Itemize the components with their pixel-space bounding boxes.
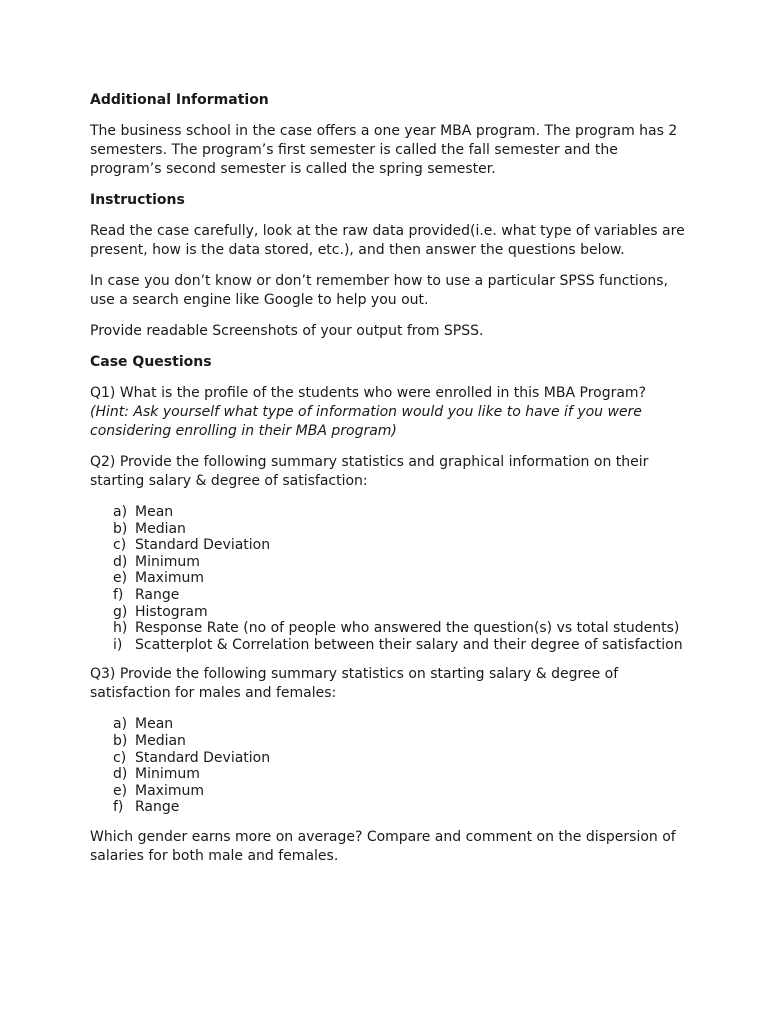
list-item bbox=[113, 620, 690, 637]
list-item-text: Minimum bbox=[135, 766, 200, 783]
instructions-paragraph-2: In case you don’t know or don’t remember how to use a particular SPSS functions, use a search engine like Google to help you out. bbox=[90, 273, 668, 308]
list-item bbox=[113, 604, 690, 621]
question-2-list bbox=[90, 504, 690, 653]
question-1-text: Q1) What is the profile of the students who were enrolled in this MBA Program? bbox=[90, 385, 647, 401]
list-item bbox=[113, 570, 690, 587]
list-item bbox=[113, 766, 690, 783]
list-marker: h) bbox=[113, 620, 128, 637]
list-marker: c) bbox=[113, 537, 127, 554]
question-1-hint: (Hint: Ask yourself what type of information would you like to have if you were considering enrolling in their MBA program) bbox=[90, 404, 642, 439]
list-marker: b) bbox=[113, 732, 128, 749]
list-item bbox=[113, 733, 690, 750]
document-page bbox=[90, 91, 690, 878]
list-item bbox=[113, 504, 690, 521]
list-marker: e) bbox=[113, 782, 128, 799]
list-marker: e) bbox=[113, 570, 128, 587]
list-item-text: Minimum bbox=[135, 553, 200, 570]
list-item-text: Scatterplot & Correlation between their salary and their degree of satisfaction bbox=[135, 636, 683, 653]
list-item bbox=[113, 716, 690, 733]
list-marker: d) bbox=[113, 766, 128, 783]
list-item-text: Median bbox=[135, 520, 186, 537]
list-item-text: Histogram bbox=[135, 603, 208, 620]
list-item-text: Median bbox=[135, 732, 186, 749]
list-marker: a) bbox=[113, 716, 128, 733]
question-3-list bbox=[90, 716, 690, 816]
list-item-text: Standard Deviation bbox=[135, 537, 271, 554]
list-item-text: Mean bbox=[135, 716, 174, 733]
question-3: Q3) Provide the following summary statistics on starting salary & degree of satisfaction for males and females: bbox=[90, 666, 619, 702]
list-item-text: Range bbox=[135, 586, 180, 603]
list-marker: d) bbox=[113, 553, 128, 570]
additional-information-text: The business school in the case offers a one year MBA program. The program has 2 semesters. The program’s first semester is called the fall semester and the program’s second semester is called the spring semester. bbox=[90, 123, 678, 177]
list-marker: b) bbox=[113, 520, 128, 537]
instructions-paragraph-1: Read the case carefully, look at the raw data provided(i.e. what type of variables are present, how is the data stored, etc.), and then answer the questions below. bbox=[90, 223, 685, 258]
list-marker: i) bbox=[113, 636, 123, 653]
list-item bbox=[113, 554, 690, 571]
instructions-heading: Instructions bbox=[90, 192, 185, 208]
list-item bbox=[113, 799, 690, 816]
list-item bbox=[113, 783, 690, 800]
list-marker: g) bbox=[113, 603, 128, 620]
list-item-text: Standard Deviation bbox=[135, 749, 271, 766]
list-item-text: Maximum bbox=[135, 570, 204, 587]
list-item-text: Mean bbox=[135, 504, 174, 520]
question-1 bbox=[90, 384, 690, 441]
list-marker: f) bbox=[113, 799, 124, 816]
list-item-text: Range bbox=[135, 799, 180, 816]
list-item bbox=[113, 537, 690, 554]
additional-information-heading: Additional Information bbox=[90, 92, 269, 108]
list-marker: a) bbox=[113, 504, 128, 520]
question-2: Q2) Provide the following summary statistics and graphical information on their starting salary & degree of satisfaction: bbox=[90, 454, 649, 489]
case-questions-heading: Case Questions bbox=[90, 354, 212, 370]
list-item bbox=[113, 750, 690, 767]
closing-question: Which gender earns more on average? Compare and comment on the dispersion of salaries for both male and females. bbox=[90, 828, 676, 864]
list-marker: f) bbox=[113, 586, 124, 603]
list-item-text: Response Rate (no of people who answered the question(s) vs total students) bbox=[135, 620, 680, 637]
list-item bbox=[113, 521, 690, 538]
list-marker: c) bbox=[113, 749, 127, 766]
list-item bbox=[113, 637, 690, 654]
list-item-text: Maximum bbox=[135, 782, 204, 799]
instructions-paragraph-3: Provide readable Screenshots of your output from SPSS. bbox=[90, 323, 484, 339]
list-item bbox=[113, 587, 690, 604]
